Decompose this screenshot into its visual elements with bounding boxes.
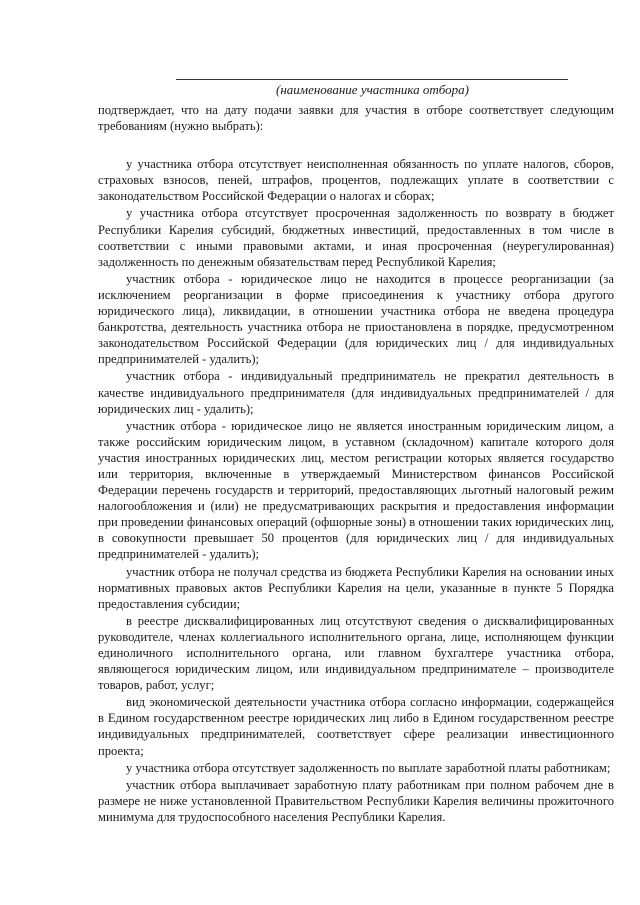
participant-name-caption: (наименование участника отбора) xyxy=(276,82,469,97)
requirement-item: вид экономической деятельности участника отбора согласно информации, содержащейся в Едином государственном реестре юридических лиц либо в Едином государственном реестре индивидуальных предпринимателей, соответствует сфере реализации инвестиционного проекта; xyxy=(98,695,614,758)
requirement-item: участник отбора не получал средства из бюджета Республики Карелия на основании иных нормативных правовых актов Республики Карелия на цели, указанные в пункте 5 Порядка предоставления субсидии; xyxy=(98,564,614,611)
requirement-item: участник отбора - индивидуальный предприниматель не прекратил деятельность в качестве индивидуального предпринимателя (для индивидуальных предпринимателей / для юридических лиц - удалить); xyxy=(98,369,614,416)
requirement-item: у участника отбора отсутствует неисполненная обязанность по уплате налогов, сборов, страховых взносов, пеней, штрафов, процентов, подлежащих уплате в соответствии с законодательством Российской Федерации о налогах и сборах; xyxy=(98,157,614,204)
requirement-item: в реестре дисквалифицированных лиц отсутствуют сведения о дисквалифицированных руководителе, членах коллегиального исполнительного органа, лице, исполняющем функции единоличного исполнительного органа, или главном бухгалтере участника отбора, являющегося юридическим лицом, или индивидуальном предпринимателе – производителе товаров, работ, услуг; xyxy=(98,613,614,693)
requirement-item: участник отбора - юридическое лицо не находится в процессе реорганизации (за исключением реорганизации в форме присоединения к участнику отбора другого юридического лица), ликвидации, в отношении участника отбора не введена процедура банкротства, деятельность участника отбора не приостановлена в порядке, предусмотренном законодательством Российской Федерации (для юридических лиц / для индивидуальных предпринимателей - удалить); xyxy=(98,271,614,367)
intro-paragraph: подтверждает, что на дату подачи заявки для участия в отборе соответствует следующим требованиям (нужно выбрать): xyxy=(98,103,614,134)
requirement-item: у участника отбора отсутствует просроченная задолженность по возврату в бюджет Республики Карелия субсидий, бюджетных инвестиций, предоставленных в том числе в соответствии с иными правовыми актами, и иная просроченная (неурегулированная) задолженность по денежным обязательствам перед Республикой Карелия; xyxy=(98,206,614,269)
requirement-item: участник отбора выплачивает заработную плату работникам при полном рабочем дне в размере не ниже установленной Правительством Республики Карелия величины прожиточного минимума для трудоспособного населения Республики Карелия. xyxy=(98,777,614,824)
requirement-item: у участника отбора отсутствует задолженность по выплате заработной платы работникам; xyxy=(126,760,611,775)
document-body xyxy=(98,102,614,825)
requirement-item: участник отбора - юридическое лицо не является иностранным юридическим лицом, а также российским юридическим лицом, в уставном (складочном) капитале которого доля участия иностранных юридических лиц, местом регистрации которых является государство или территория, включенные в утверждаемый Министерством финансов Российской Федерации перечень государств и территорий, предоставляющих льготный налоговый режим налогообложения и (или) не предусматривающих раскрытия и предоставления информации при проведении финансовых операций (офшорные зоны) в отношении таких юридических лиц, в совокупности превышает 50 процентов (для юридических лиц / для индивидуальных предпринимателей - удалить); xyxy=(98,418,614,562)
name-underline xyxy=(176,79,568,80)
